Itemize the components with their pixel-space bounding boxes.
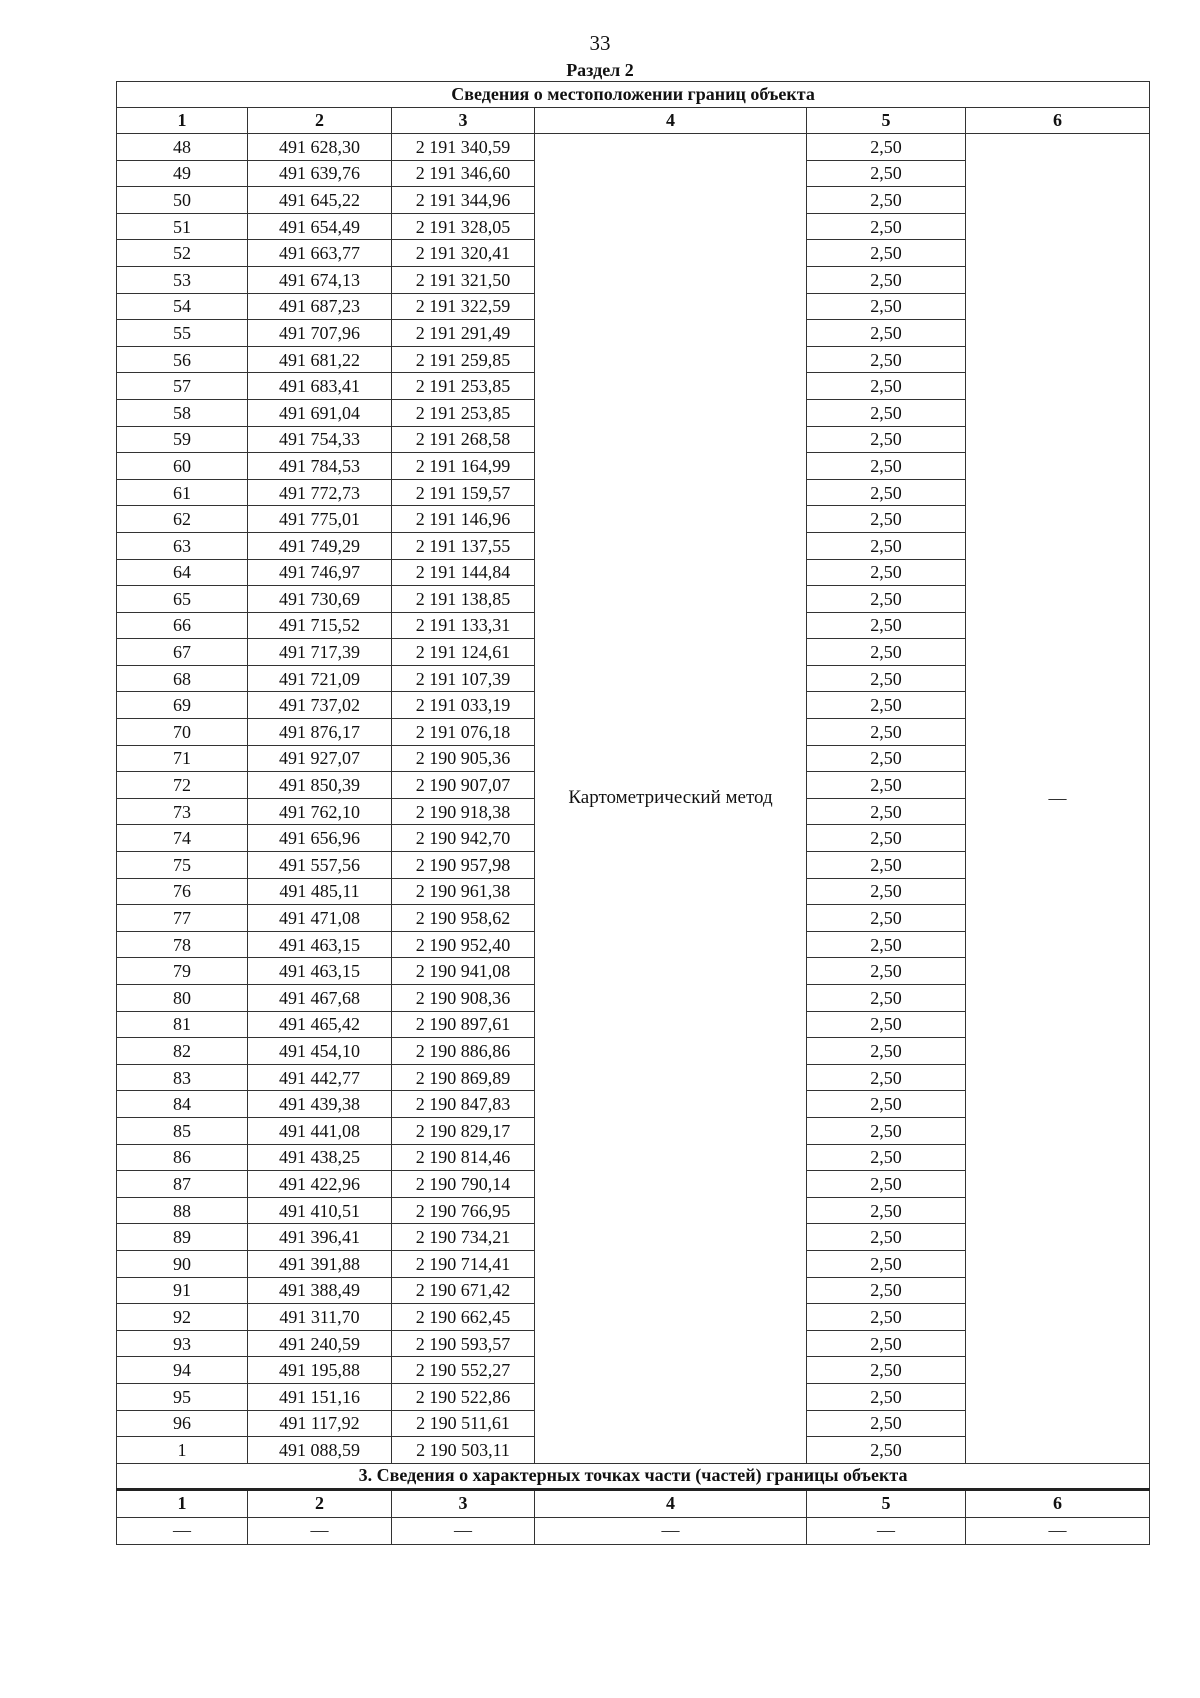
accuracy-cell: 2,50	[807, 1330, 966, 1357]
accuracy-cell: 2,50	[807, 426, 966, 453]
point-number-cell: 54	[117, 293, 248, 320]
point-number-cell: 52	[117, 240, 248, 267]
point-number-cell: 92	[117, 1304, 248, 1331]
accuracy-cell: 2,50	[807, 958, 966, 985]
coordinate-x-cell: 491 721,09	[248, 665, 392, 692]
coordinate-x-cell: 491 410,51	[248, 1197, 392, 1224]
accuracy-cell: 2,50	[807, 1250, 966, 1277]
subsection-title: 3. Сведения о характерных точках части (частей) границы объекта	[117, 1463, 1150, 1489]
accuracy-cell: 2,50	[807, 1117, 966, 1144]
coordinate-x-cell: 491 772,73	[248, 479, 392, 506]
coordinate-x-cell: 491 754,33	[248, 426, 392, 453]
coordinate-x-cell: 491 485,11	[248, 878, 392, 905]
coordinate-x-cell: 491 681,22	[248, 346, 392, 373]
coordinate-y-cell: 2 190 671,42	[392, 1277, 535, 1304]
coordinate-y-cell: 2 191 124,61	[392, 639, 535, 666]
accuracy-cell: 2,50	[807, 719, 966, 746]
point-number-cell: 77	[117, 905, 248, 932]
accuracy-cell: 2,50	[807, 187, 966, 214]
accuracy-cell: 2,50	[807, 213, 966, 240]
coordinate-x-cell: 491 730,69	[248, 586, 392, 613]
coordinate-y-cell: 2 190 958,62	[392, 905, 535, 932]
coordinate-y-cell: 2 190 714,41	[392, 1250, 535, 1277]
coordinate-y-cell: 2 191 159,57	[392, 479, 535, 506]
column-header: 4	[535, 108, 807, 134]
coordinate-y-cell: 2 191 322,59	[392, 293, 535, 320]
coordinate-x-cell: 491 195,88	[248, 1357, 392, 1384]
point-number-cell: 73	[117, 798, 248, 825]
coordinate-x-cell: 491 927,07	[248, 745, 392, 772]
accuracy-cell: 2,50	[807, 878, 966, 905]
coordinate-y-cell: 2 190 522,86	[392, 1383, 535, 1410]
coordinate-x-cell: 491 674,13	[248, 266, 392, 293]
point-number-cell: 1	[117, 1437, 248, 1464]
accuracy-cell: 2,50	[807, 1091, 966, 1118]
column-header: 2	[248, 108, 392, 134]
point-number-cell: 88	[117, 1197, 248, 1224]
coordinate-y-cell: 2 191 321,50	[392, 266, 535, 293]
coordinate-y-cell: 2 190 886,86	[392, 1038, 535, 1065]
coordinate-x-cell: 491 088,59	[248, 1437, 392, 1464]
accuracy-cell: 2,50	[807, 1197, 966, 1224]
coordinate-x-cell: 491 117,92	[248, 1410, 392, 1437]
accuracy-cell: 2,50	[807, 1171, 966, 1198]
coordinate-y-cell: 2 190 552,27	[392, 1357, 535, 1384]
point-number-cell: 65	[117, 586, 248, 613]
coordinate-y-cell: 2 191 328,05	[392, 213, 535, 240]
point-number-cell: 55	[117, 320, 248, 347]
subsection-column-header: 2	[248, 1489, 392, 1517]
table-row	[117, 134, 1150, 161]
subsection-title-row	[117, 1463, 1150, 1489]
point-number-cell: 86	[117, 1144, 248, 1171]
point-number-cell: 81	[117, 1011, 248, 1038]
coordinate-y-cell: 2 190 869,89	[392, 1064, 535, 1091]
point-number-cell: 66	[117, 612, 248, 639]
coordinate-y-cell: 2 190 829,17	[392, 1117, 535, 1144]
accuracy-cell: 2,50	[807, 506, 966, 533]
coordinate-x-cell: 491 438,25	[248, 1144, 392, 1171]
accuracy-cell: 2,50	[807, 1144, 966, 1171]
accuracy-cell: 2,50	[807, 985, 966, 1012]
accuracy-cell: 2,50	[807, 1224, 966, 1251]
subsection-cell: —	[966, 1517, 1150, 1544]
coordinate-x-cell: 491 784,53	[248, 453, 392, 480]
point-number-cell: 80	[117, 985, 248, 1012]
accuracy-cell: 2,50	[807, 1357, 966, 1384]
subsection-cell: —	[807, 1517, 966, 1544]
subsection-cell: —	[535, 1517, 807, 1544]
accuracy-cell: 2,50	[807, 346, 966, 373]
coordinate-y-cell: 2 191 137,55	[392, 532, 535, 559]
point-number-cell: 85	[117, 1117, 248, 1144]
coordinate-y-cell: 2 190 847,83	[392, 1091, 535, 1118]
coordinate-x-cell: 491 683,41	[248, 373, 392, 400]
point-number-cell: 87	[117, 1171, 248, 1198]
coordinate-y-cell: 2 190 907,07	[392, 772, 535, 799]
accuracy-cell: 2,50	[807, 1437, 966, 1464]
point-number-cell: 89	[117, 1224, 248, 1251]
accuracy-cell: 2,50	[807, 479, 966, 506]
coordinate-y-cell: 2 191 133,31	[392, 612, 535, 639]
coordinate-y-cell: 2 190 814,46	[392, 1144, 535, 1171]
point-number-cell: 63	[117, 532, 248, 559]
subsection-cell: —	[392, 1517, 535, 1544]
point-number-cell: 50	[117, 187, 248, 214]
subsection-cell: —	[248, 1517, 392, 1544]
point-number-cell: 67	[117, 639, 248, 666]
point-number-cell: 93	[117, 1330, 248, 1357]
coordinate-y-cell: 2 191 033,19	[392, 692, 535, 719]
point-number-cell: 94	[117, 1357, 248, 1384]
coordinate-y-cell: 2 190 593,57	[392, 1330, 535, 1357]
table-title: Сведения о местоположении границ объекта	[117, 82, 1150, 108]
coordinate-x-cell: 491 663,77	[248, 240, 392, 267]
accuracy-cell: 2,50	[807, 852, 966, 879]
coordinate-y-cell: 2 191 253,85	[392, 373, 535, 400]
accuracy-cell: 2,50	[807, 240, 966, 267]
coordinate-y-cell: 2 190 905,36	[392, 745, 535, 772]
point-number-cell: 48	[117, 134, 248, 161]
subsection-header-row	[117, 1489, 1150, 1517]
point-number-cell: 57	[117, 373, 248, 400]
coordinate-x-cell: 491 628,30	[248, 134, 392, 161]
coordinate-x-cell: 491 717,39	[248, 639, 392, 666]
coordinate-y-cell: 2 190 734,21	[392, 1224, 535, 1251]
subsection-column-header: 3	[392, 1489, 535, 1517]
point-number-cell: 75	[117, 852, 248, 879]
coordinate-x-cell: 491 746,97	[248, 559, 392, 586]
coordinate-y-cell: 2 191 107,39	[392, 665, 535, 692]
point-number-cell: 82	[117, 1038, 248, 1065]
coordinate-x-cell: 491 467,68	[248, 985, 392, 1012]
coordinate-y-cell: 2 190 897,61	[392, 1011, 535, 1038]
coordinate-x-cell: 491 749,29	[248, 532, 392, 559]
point-number-cell: 74	[117, 825, 248, 852]
accuracy-cell: 2,50	[807, 134, 966, 161]
subsection-column-header: 5	[807, 1489, 966, 1517]
accuracy-cell: 2,50	[807, 1038, 966, 1065]
coordinate-x-cell: 491 463,15	[248, 931, 392, 958]
coordinate-x-cell: 491 463,15	[248, 958, 392, 985]
coordinate-x-cell: 491 762,10	[248, 798, 392, 825]
coordinate-y-cell: 2 191 146,96	[392, 506, 535, 533]
subsection-column-header: 1	[117, 1489, 248, 1517]
accuracy-cell: 2,50	[807, 559, 966, 586]
column-header-row	[117, 108, 1150, 134]
point-number-cell: 91	[117, 1277, 248, 1304]
accuracy-cell: 2,50	[807, 266, 966, 293]
coordinate-y-cell: 2 190 961,38	[392, 878, 535, 905]
coordinate-x-cell: 491 454,10	[248, 1038, 392, 1065]
accuracy-cell: 2,50	[807, 639, 966, 666]
coordinate-y-cell: 2 191 138,85	[392, 586, 535, 613]
coordinate-x-cell: 491 654,49	[248, 213, 392, 240]
column-header: 3	[392, 108, 535, 134]
point-number-cell: 72	[117, 772, 248, 799]
point-number-cell: 96	[117, 1410, 248, 1437]
method-cell: Картометрический метод	[535, 134, 807, 1464]
coordinate-x-cell: 491 391,88	[248, 1250, 392, 1277]
table-body	[117, 82, 1150, 1545]
coordinate-x-cell: 491 557,56	[248, 852, 392, 879]
point-number-cell: 90	[117, 1250, 248, 1277]
accuracy-cell: 2,50	[807, 772, 966, 799]
point-number-cell: 71	[117, 745, 248, 772]
coordinate-x-cell: 491 639,76	[248, 160, 392, 187]
coordinate-x-cell: 491 422,96	[248, 1171, 392, 1198]
accuracy-cell: 2,50	[807, 745, 966, 772]
accuracy-cell: 2,50	[807, 905, 966, 932]
point-number-cell: 61	[117, 479, 248, 506]
coordinate-x-cell: 491 691,04	[248, 399, 392, 426]
subsection-column-header: 6	[966, 1489, 1150, 1517]
column-header: 5	[807, 108, 966, 134]
accuracy-cell: 2,50	[807, 160, 966, 187]
coordinate-x-cell: 491 311,70	[248, 1304, 392, 1331]
point-number-cell: 69	[117, 692, 248, 719]
point-number-cell: 68	[117, 665, 248, 692]
description-cell: —	[966, 134, 1150, 1464]
subsection-cell: —	[117, 1517, 248, 1544]
coordinate-y-cell: 2 190 503,11	[392, 1437, 535, 1464]
coordinate-y-cell: 2 190 952,40	[392, 931, 535, 958]
coordinate-y-cell: 2 190 511,61	[392, 1410, 535, 1437]
accuracy-cell: 2,50	[807, 373, 966, 400]
point-number-cell: 51	[117, 213, 248, 240]
coordinate-y-cell: 2 191 346,60	[392, 160, 535, 187]
coordinate-x-cell: 491 707,96	[248, 320, 392, 347]
point-number-cell: 62	[117, 506, 248, 533]
coordinate-x-cell: 491 645,22	[248, 187, 392, 214]
coordinate-y-cell: 2 191 340,59	[392, 134, 535, 161]
accuracy-cell: 2,50	[807, 453, 966, 480]
point-number-cell: 84	[117, 1091, 248, 1118]
coordinate-x-cell: 491 687,23	[248, 293, 392, 320]
accuracy-cell: 2,50	[807, 293, 966, 320]
column-header: 6	[966, 108, 1150, 134]
accuracy-cell: 2,50	[807, 1011, 966, 1038]
point-number-cell: 60	[117, 453, 248, 480]
accuracy-cell: 2,50	[807, 665, 966, 692]
page-number: 33	[589, 31, 611, 55]
coordinate-y-cell: 2 190 918,38	[392, 798, 535, 825]
coordinate-y-cell: 2 191 253,85	[392, 399, 535, 426]
coordinate-x-cell: 491 441,08	[248, 1117, 392, 1144]
point-number-cell: 95	[117, 1383, 248, 1410]
accuracy-cell: 2,50	[807, 798, 966, 825]
coordinate-y-cell: 2 191 076,18	[392, 719, 535, 746]
coordinate-y-cell: 2 190 662,45	[392, 1304, 535, 1331]
coordinate-x-cell: 491 471,08	[248, 905, 392, 932]
coordinate-y-cell: 2 190 766,95	[392, 1197, 535, 1224]
accuracy-cell: 2,50	[807, 532, 966, 559]
accuracy-cell: 2,50	[807, 612, 966, 639]
accuracy-cell: 2,50	[807, 1410, 966, 1437]
coordinate-y-cell: 2 191 344,96	[392, 187, 535, 214]
boundary-coordinates-table	[116, 81, 1150, 1545]
accuracy-cell: 2,50	[807, 692, 966, 719]
point-number-cell: 58	[117, 399, 248, 426]
column-header: 1	[117, 108, 248, 134]
coordinate-y-cell: 2 191 291,49	[392, 320, 535, 347]
point-number-cell: 79	[117, 958, 248, 985]
coordinate-y-cell: 2 191 144,84	[392, 559, 535, 586]
coordinate-x-cell: 491 465,42	[248, 1011, 392, 1038]
accuracy-cell: 2,50	[807, 320, 966, 347]
coordinate-y-cell: 2 191 320,41	[392, 240, 535, 267]
coordinate-y-cell: 2 191 164,99	[392, 453, 535, 480]
coordinate-y-cell: 2 190 790,14	[392, 1171, 535, 1198]
point-number-cell: 83	[117, 1064, 248, 1091]
accuracy-cell: 2,50	[807, 586, 966, 613]
accuracy-cell: 2,50	[807, 399, 966, 426]
accuracy-cell: 2,50	[807, 1277, 966, 1304]
table-title-row	[117, 82, 1150, 108]
accuracy-cell: 2,50	[807, 1383, 966, 1410]
accuracy-cell: 2,50	[807, 931, 966, 958]
point-number-cell: 78	[117, 931, 248, 958]
coordinate-x-cell: 491 876,17	[248, 719, 392, 746]
subsection-column-header: 4	[535, 1489, 807, 1517]
coordinate-x-cell: 491 240,59	[248, 1330, 392, 1357]
coordinate-x-cell: 491 850,39	[248, 772, 392, 799]
section-title: Раздел 2	[566, 60, 634, 80]
coordinate-y-cell: 2 190 908,36	[392, 985, 535, 1012]
coordinate-x-cell: 491 737,02	[248, 692, 392, 719]
coordinate-y-cell: 2 191 259,85	[392, 346, 535, 373]
coordinate-y-cell: 2 190 942,70	[392, 825, 535, 852]
coordinate-x-cell: 491 442,77	[248, 1064, 392, 1091]
point-number-cell: 59	[117, 426, 248, 453]
point-number-cell: 49	[117, 160, 248, 187]
point-number-cell: 76	[117, 878, 248, 905]
point-number-cell: 56	[117, 346, 248, 373]
coordinate-y-cell: 2 190 957,98	[392, 852, 535, 879]
coordinate-x-cell: 491 396,41	[248, 1224, 392, 1251]
subsection-row	[117, 1517, 1150, 1544]
coordinate-y-cell: 2 191 268,58	[392, 426, 535, 453]
coordinate-x-cell: 491 388,49	[248, 1277, 392, 1304]
point-number-cell: 64	[117, 559, 248, 586]
coordinate-y-cell: 2 190 941,08	[392, 958, 535, 985]
accuracy-cell: 2,50	[807, 1304, 966, 1331]
coordinate-x-cell: 491 151,16	[248, 1383, 392, 1410]
point-number-cell: 70	[117, 719, 248, 746]
coordinate-x-cell: 491 439,38	[248, 1091, 392, 1118]
coordinate-x-cell: 491 715,52	[248, 612, 392, 639]
coordinate-x-cell: 491 775,01	[248, 506, 392, 533]
coordinate-x-cell: 491 656,96	[248, 825, 392, 852]
accuracy-cell: 2,50	[807, 1064, 966, 1091]
accuracy-cell: 2,50	[807, 825, 966, 852]
point-number-cell: 53	[117, 266, 248, 293]
